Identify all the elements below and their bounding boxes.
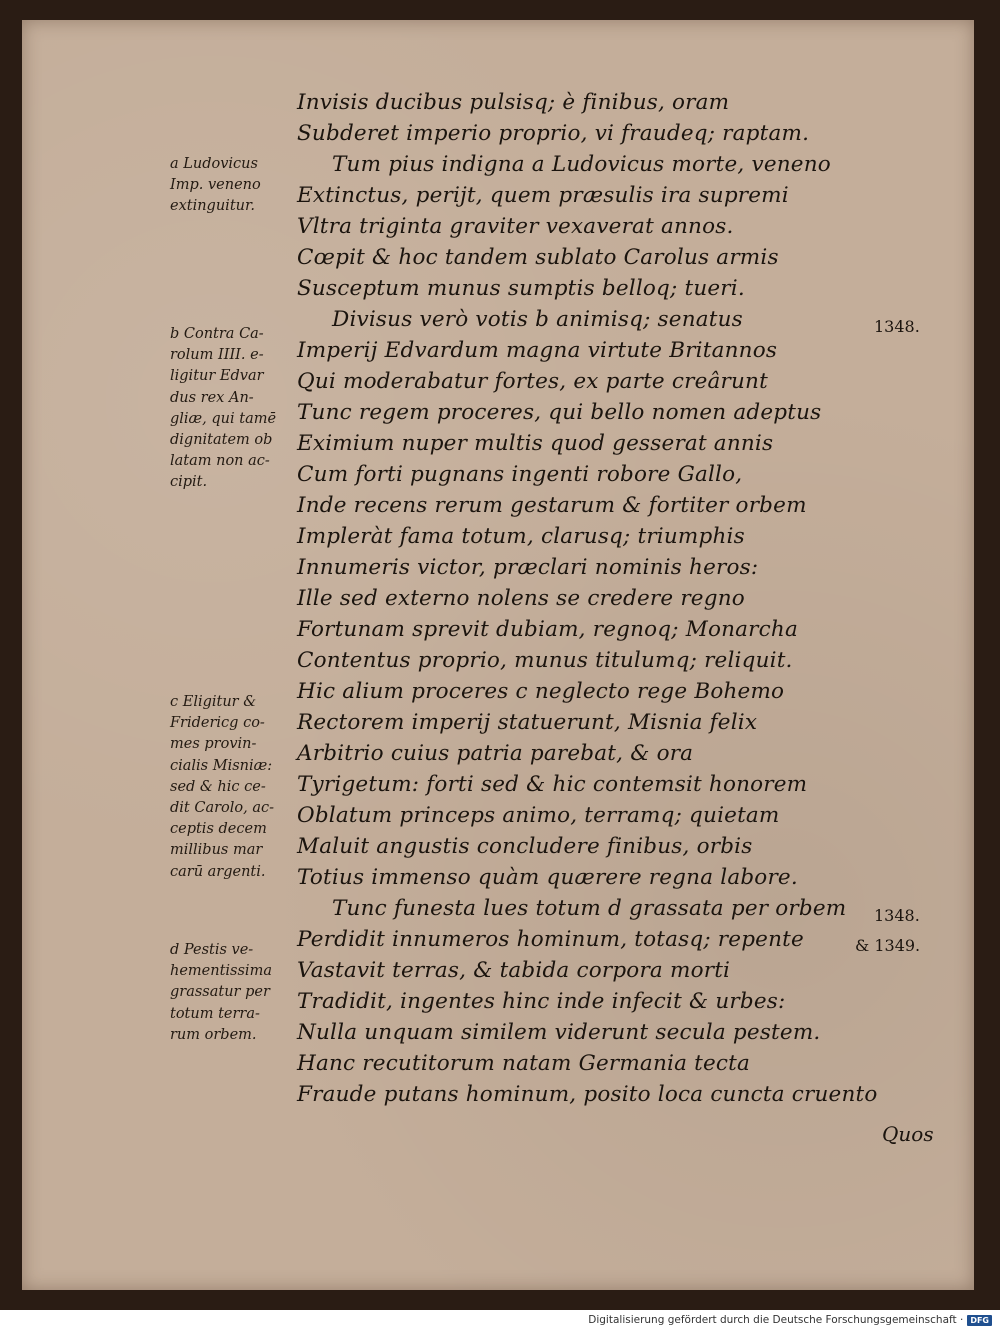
margin-note-c — [170, 692, 310, 883]
margin-note-line: dignitatem ob — [170, 432, 273, 449]
body-line: Tradidit, ingentes hinc inde infecit & urbes: — [297, 989, 786, 1014]
margin-note-line: cialis Misniæ: — [170, 757, 273, 774]
footer-text: Digitalisierung gefördert durch die Deutsche Forschungsgemeinschaft · — [588, 1314, 964, 1326]
year-marker: 1348. — [874, 317, 920, 336]
margin-note-line: carū argenti. — [170, 863, 266, 880]
margin-note-line: rolum IIII. e- — [170, 347, 264, 364]
year-marker: & 1349. — [855, 936, 921, 955]
margin-note-line: sed & hic ce- — [170, 778, 266, 795]
margin-note-line: dus rex An- — [170, 389, 254, 406]
body-line: Qui moderabatur fortes, ex parte creârunt — [297, 369, 768, 394]
body-line: Arbitrio cuius patria parebat, & ora — [297, 741, 694, 766]
margin-note-line: c Eligitur & — [170, 694, 257, 710]
body-line: Tunc regem proceres, qui bello nomen adeptus — [297, 400, 822, 425]
book-page — [22, 20, 974, 1290]
body-line: Contentus proprio, munus titulumq; reliquit. — [297, 648, 793, 673]
body-line: Eximium nuper multis quod gesserat annis — [297, 431, 774, 456]
margin-note-line: d Pestis ve- — [170, 942, 254, 958]
margin-note-line: Imp. veneno — [170, 177, 261, 194]
margin-note-line: ligitur Edvar — [170, 368, 264, 385]
body-line: Cœpit & hoc tandem sublato Carolus armis — [297, 245, 779, 270]
margin-note-line: totum terra- — [170, 1005, 260, 1022]
body-line: Ille sed externo nolens se credere regno — [297, 586, 745, 611]
margin-note-line: ceptis decem — [170, 821, 267, 838]
margin-note-line: extinguitur. — [170, 198, 255, 215]
body-line: Subderet imperio proprio, vi fraudeq; raptam. — [297, 121, 810, 146]
catchword: Quos — [882, 1122, 934, 1146]
margin-note-line: mes provin- — [170, 736, 257, 753]
margin-note-line: millibus mar — [170, 842, 263, 859]
body-line: Hanc recutitorum natam Germania tecta — [297, 1051, 750, 1076]
body-line: Divisus verò votis b animisq; senatus — [332, 307, 743, 332]
margin-note-line: a Ludovicus — [170, 156, 258, 172]
body-line: Fortunam sprevit dubiam, regnoq; Monarcha — [297, 617, 798, 642]
dfg-logo-icon: DFG — [967, 1315, 992, 1326]
digitization-footer — [588, 1314, 992, 1326]
margin-note-line: b Contra Ca- — [170, 326, 264, 342]
body-line: Fraude putans hominum, posito loca cuncta cruento — [297, 1082, 878, 1107]
margin-note-line: rum orbem. — [170, 1026, 257, 1043]
margin-note-line: grassatur per — [170, 984, 270, 1001]
body-line: Tum pius indigna a Ludovicus morte, veneno — [332, 152, 831, 177]
body-line: Impleràt fama totum, clarusq; triumphis — [297, 524, 745, 549]
body-line: Perdidit innumeros hominum, totasq; repente — [297, 927, 804, 952]
body-line: Vastavit terras, & tabida corpora morti — [297, 958, 731, 983]
body-line: Extinctus, perijt, quem præsulis ira supremi — [297, 183, 789, 208]
margin-note-line: latam non ac- — [170, 453, 270, 470]
margin-note-line: hementissima — [170, 963, 272, 980]
body-line: Oblatum princeps animo, terramq; quietam — [297, 803, 780, 828]
body-line: Imperij Edvardum magna virtute Britannos — [297, 338, 778, 363]
body-line: Totius immenso quàm quærere regna labore. — [297, 865, 798, 890]
margin-note-line: cipit. — [170, 474, 208, 491]
margin-note-line: gliæ, qui tamē — [170, 410, 277, 427]
margin-note-line: Fridericg co- — [170, 715, 265, 732]
body-line: Nulla unquam similem viderunt secula pestem. — [297, 1020, 821, 1045]
body-line: Inde recens rerum gestarum & fortiter orbem — [297, 493, 807, 518]
margin-note-a — [170, 154, 310, 218]
body-line: Invisis ducibus pulsisq; è finibus, oram — [297, 90, 730, 115]
margin-note-b — [170, 324, 310, 494]
margin-note-line: dit Carolo, ac- — [170, 800, 275, 817]
body-line: Susceptum munus sumptis belloq; tueri. — [297, 276, 745, 301]
body-line: Tunc funesta lues totum d grassata per orbem — [332, 896, 847, 921]
body-line: Tyrigetum: forti sed & hic contemsit honorem — [297, 772, 808, 797]
body-line: Cum forti pugnans ingenti robore Gallo, — [297, 462, 743, 487]
body-line: Innumeris victor, præclari nominis heros: — [297, 555, 759, 580]
body-line: Hic alium proceres c neglecto rege Bohemo — [297, 679, 785, 704]
body-line: Vltra triginta graviter vexaverat annos. — [297, 214, 734, 239]
margin-note-d — [170, 940, 310, 1046]
body-line: Maluit angustis concludere finibus, orbis — [297, 834, 753, 859]
year-marker: 1348. — [874, 906, 920, 925]
body-line: Rectorem imperij statuerunt, Misnia felix — [297, 710, 758, 735]
